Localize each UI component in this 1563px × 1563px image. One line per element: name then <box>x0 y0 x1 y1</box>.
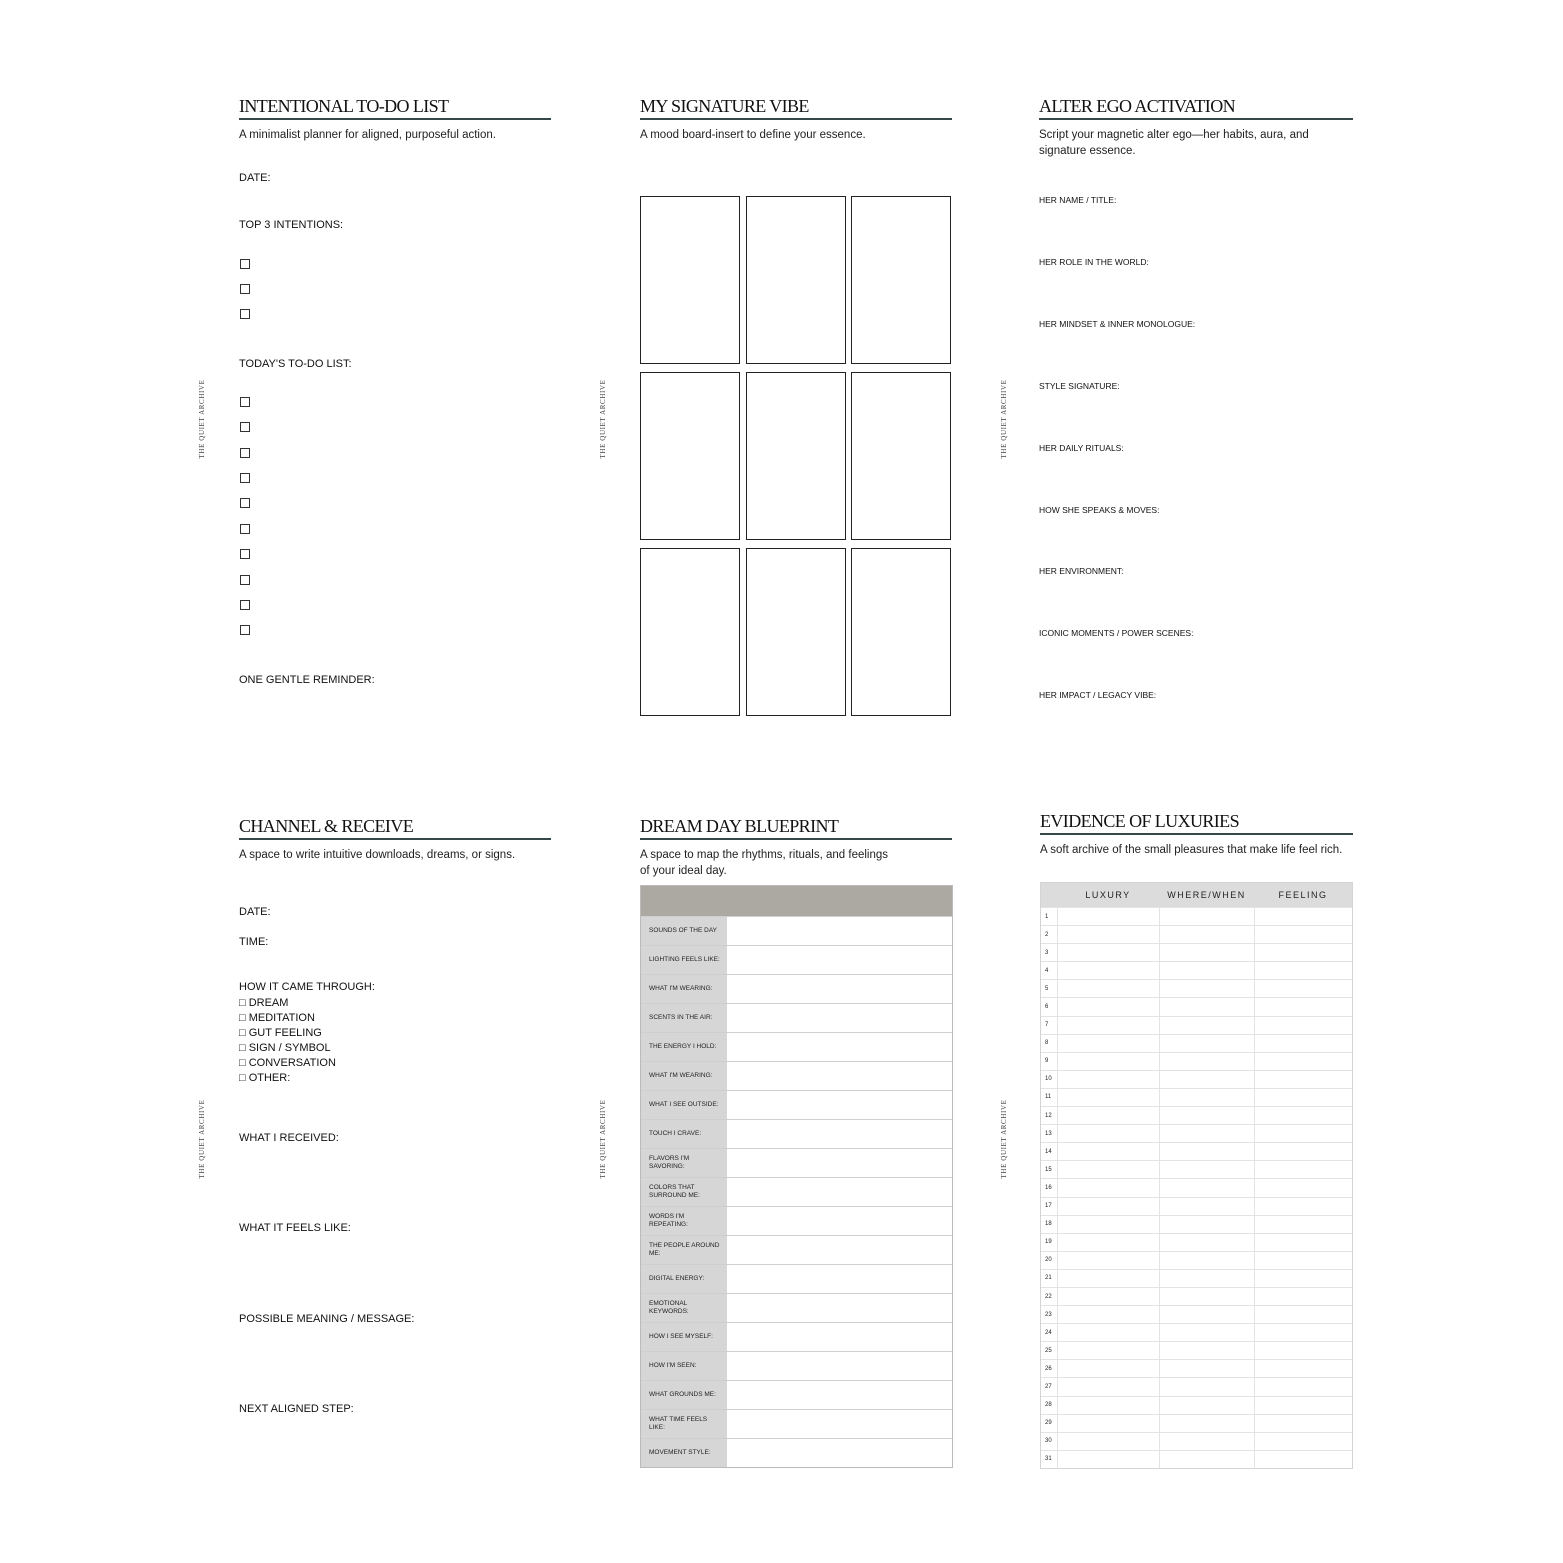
dream-row <box>641 1177 952 1206</box>
luxury-row <box>1041 1160 1352 1178</box>
source-option[interactable]: □ GUT FEELING <box>239 1027 322 1039</box>
row-number: 13 <box>1045 1130 1052 1137</box>
luxury-row <box>1041 1142 1352 1160</box>
luxury-cell[interactable] <box>1057 1143 1159 1160</box>
dream-row <box>641 916 952 945</box>
alter-ego-page <box>990 90 1390 810</box>
luxury-cell[interactable] <box>1057 1324 1159 1341</box>
feeling-cell[interactable] <box>1254 1198 1352 1215</box>
where-when-cell[interactable] <box>1159 1324 1254 1341</box>
feeling-cell[interactable] <box>1254 1360 1352 1377</box>
luxury-cell[interactable] <box>1057 926 1159 943</box>
intention-checkbox[interactable] <box>240 259 250 269</box>
dream-row-field[interactable] <box>727 1207 952 1235</box>
luxury-cell[interactable] <box>1057 944 1159 961</box>
dream-row-label: COLORS THAT SURROUND ME: <box>641 1178 727 1206</box>
time-label: TIME: <box>239 936 269 948</box>
title-rule <box>239 838 551 840</box>
row-number: 14 <box>1045 1148 1052 1155</box>
source-option[interactable]: □ CONVERSATION <box>239 1057 336 1069</box>
row-number: 10 <box>1045 1076 1052 1083</box>
alter-field-label: HER MINDSET & INNER MONOLOGUE: <box>1039 319 1196 329</box>
todo-page <box>190 90 590 810</box>
where-when-cell[interactable] <box>1159 926 1254 943</box>
luxury-row <box>1041 1215 1352 1233</box>
title-rule <box>1040 833 1353 835</box>
luxury-cell[interactable] <box>1057 1288 1159 1305</box>
row-number: 11 <box>1045 1094 1052 1101</box>
dream-row <box>641 1235 952 1264</box>
feeling-cell[interactable] <box>1254 962 1352 979</box>
dream-row <box>641 1061 952 1090</box>
vibe-page <box>591 90 991 810</box>
page-subtitle: A space to map the rhythms, rituals, and feelings of your ideal day. <box>640 849 889 877</box>
dream-row-field[interactable] <box>727 1120 952 1148</box>
dream-row <box>641 1322 952 1351</box>
feeling-cell[interactable] <box>1254 1035 1352 1052</box>
dream-row-label: HOW I SEE MYSELF: <box>641 1323 727 1351</box>
dream-row-field[interactable] <box>727 1004 952 1032</box>
dream-row-label: WORDS I'M REPEATING: <box>641 1207 727 1235</box>
brand-vertical: THE QUIET ARCHIVE <box>1000 379 1008 459</box>
luxury-row <box>1041 1396 1352 1414</box>
channel-page <box>190 810 590 1530</box>
feeling-cell[interactable] <box>1254 1143 1352 1160</box>
luxury-row <box>1041 907 1352 925</box>
where-when-cell[interactable] <box>1159 1089 1254 1106</box>
date-label: DATE: <box>239 172 271 184</box>
luxury-table <box>1040 882 1353 1469</box>
row-number: 12 <box>1045 1112 1052 1119</box>
luxury-row <box>1041 1016 1352 1034</box>
row-number: 23 <box>1045 1311 1052 1318</box>
reminder-label: ONE GENTLE REMINDER: <box>239 674 375 686</box>
luxury-cell[interactable] <box>1057 998 1159 1015</box>
luxury-row <box>1041 1269 1352 1287</box>
row-number: 1 <box>1045 913 1049 920</box>
dream-row <box>641 1351 952 1380</box>
todo-checkbox[interactable] <box>240 549 250 559</box>
where-when-cell[interactable] <box>1159 908 1254 925</box>
feeling-cell[interactable] <box>1254 1089 1352 1106</box>
dream-row-label: WHAT GROUNDS ME: <box>641 1381 727 1409</box>
dream-row-label: SCENTS IN THE AIR: <box>641 1004 727 1032</box>
page-subtitle: A mood board-insert to define your essence. <box>640 129 866 141</box>
where-when-cell[interactable] <box>1159 1360 1254 1377</box>
row-number: 21 <box>1045 1275 1052 1282</box>
feeling-cell[interactable] <box>1254 1125 1352 1142</box>
dream-row <box>641 974 952 1003</box>
dream-day-page <box>591 810 991 1530</box>
luxury-cell[interactable] <box>1057 1053 1159 1070</box>
how-label: HOW IT CAME THROUGH: <box>239 981 375 993</box>
luxury-cell[interactable] <box>1057 1397 1159 1414</box>
luxury-row <box>1041 1287 1352 1305</box>
row-number: 19 <box>1045 1239 1052 1246</box>
dream-row <box>641 1003 952 1032</box>
feeling-cell[interactable] <box>1254 1433 1352 1450</box>
feeling-cell[interactable] <box>1254 1288 1352 1305</box>
dream-row <box>641 1409 952 1438</box>
row-number: 25 <box>1045 1347 1052 1354</box>
dream-row-label: LIGHTING FEELS LIKE: <box>641 946 727 974</box>
feeling-cell[interactable] <box>1254 1107 1352 1124</box>
next-step-label: NEXT ALIGNED STEP: <box>239 1403 354 1415</box>
page-title: DREAM DAY BLUEPRINT <box>640 816 839 836</box>
alter-field-label: HER IMPACT / LEGACY VIBE: <box>1039 690 1157 700</box>
luxury-cell[interactable] <box>1057 1089 1159 1106</box>
where-when-cell[interactable] <box>1159 962 1254 979</box>
dream-row <box>641 1148 952 1177</box>
feeling-cell[interactable] <box>1254 1415 1352 1432</box>
luxury-cell[interactable] <box>1057 1017 1159 1034</box>
title-rule <box>239 118 551 120</box>
dream-row-label: THE PEOPLE AROUND ME: <box>641 1236 727 1264</box>
where-when-cell[interactable] <box>1159 998 1254 1015</box>
mood-board-frame[interactable] <box>851 548 951 716</box>
mood-board-frame[interactable] <box>746 196 846 364</box>
dream-row-field[interactable] <box>727 1410 952 1438</box>
source-option[interactable]: □ OTHER: <box>239 1072 291 1084</box>
row-number: 6 <box>1045 1004 1049 1011</box>
luxury-cell[interactable] <box>1057 1415 1159 1432</box>
feeling-cell[interactable] <box>1254 1216 1352 1233</box>
todo-checkbox[interactable] <box>240 524 250 534</box>
where-when-cell[interactable] <box>1159 1342 1254 1359</box>
row-number: 2 <box>1045 931 1049 938</box>
feeling-cell[interactable] <box>1254 1270 1352 1287</box>
page-title: INTENTIONAL TO-DO LIST <box>239 96 449 116</box>
luxury-cell[interactable] <box>1057 1071 1159 1088</box>
luxury-cell[interactable] <box>1057 980 1159 997</box>
where-when-cell[interactable] <box>1159 1270 1254 1287</box>
luxury-row <box>1041 1450 1352 1468</box>
date-label: DATE: <box>239 906 271 918</box>
brand-vertical: THE QUIET ARCHIVE <box>198 1099 206 1179</box>
todo-checkbox[interactable] <box>240 600 250 610</box>
todo-checkbox[interactable] <box>240 422 250 432</box>
luxury-row <box>1041 1251 1352 1269</box>
luxury-cell[interactable] <box>1057 1107 1159 1124</box>
row-number: 30 <box>1045 1438 1052 1445</box>
feeling-cell[interactable] <box>1254 1397 1352 1414</box>
title-rule <box>640 838 952 840</box>
dream-row-field[interactable] <box>727 917 952 945</box>
luxury-row <box>1041 925 1352 943</box>
dream-row-field[interactable] <box>727 1294 952 1322</box>
where-when-cell[interactable] <box>1159 1053 1254 1070</box>
alter-field-label: HOW SHE SPEAKS & MOVES: <box>1039 505 1160 515</box>
luxury-row <box>1041 1305 1352 1323</box>
where-when-cell[interactable] <box>1159 1433 1254 1450</box>
luxury-cell[interactable] <box>1057 1451 1159 1468</box>
mood-board-frame[interactable] <box>746 372 846 540</box>
row-number: 16 <box>1045 1184 1052 1191</box>
dream-row-field[interactable] <box>727 1265 952 1293</box>
feeling-cell[interactable] <box>1254 926 1352 943</box>
dream-row-field[interactable] <box>727 1323 952 1351</box>
dream-row <box>641 1438 952 1467</box>
feeling-cell[interactable] <box>1254 1342 1352 1359</box>
dream-row-field[interactable] <box>727 1352 952 1380</box>
luxury-row <box>1041 1124 1352 1142</box>
alter-field-label: HER DAILY RITUALS: <box>1039 443 1124 453</box>
where-when-cell[interactable] <box>1159 1017 1254 1034</box>
row-number: 8 <box>1045 1040 1049 1047</box>
intention-checkbox[interactable] <box>240 284 250 294</box>
feeling-cell[interactable] <box>1254 1071 1352 1088</box>
dream-row-label: HOW I'M SEEN: <box>641 1352 727 1380</box>
where-when-cell[interactable] <box>1159 1107 1254 1124</box>
luxury-cell[interactable] <box>1057 1198 1159 1215</box>
dream-row-field[interactable] <box>727 1149 952 1177</box>
luxury-row <box>1041 1197 1352 1215</box>
luxury-cell[interactable] <box>1057 962 1159 979</box>
feeling-cell[interactable] <box>1254 1378 1352 1395</box>
feeling-cell[interactable] <box>1254 1252 1352 1269</box>
alter-field-label: ICONIC MOMENTS / POWER SCENES: <box>1039 628 1194 638</box>
luxury-row <box>1041 1052 1352 1070</box>
luxury-cell[interactable] <box>1057 1433 1159 1450</box>
luxury-cell[interactable] <box>1057 1252 1159 1269</box>
title-rule <box>640 118 952 120</box>
dream-row-field[interactable] <box>727 1236 952 1264</box>
luxury-cell[interactable] <box>1057 1179 1159 1196</box>
todays-label: TODAY'S TO-DO LIST: <box>239 358 352 370</box>
luxury-row <box>1041 1341 1352 1359</box>
dream-row-label: WHAT I'M WEARING: <box>641 975 727 1003</box>
dream-row-label: WHAT TIME FEELS LIKE: <box>641 1410 727 1438</box>
where-when-cell[interactable] <box>1159 1216 1254 1233</box>
dream-row <box>641 945 952 974</box>
dream-row-label: DIGITAL ENERGY: <box>641 1265 727 1293</box>
dream-row-label: WHAT I SEE OUTSIDE: <box>641 1091 727 1119</box>
source-option[interactable]: □ MEDITATION <box>239 1012 315 1024</box>
brand-vertical: THE QUIET ARCHIVE <box>198 379 206 459</box>
feeling-cell[interactable] <box>1254 1161 1352 1178</box>
feeling-cell[interactable] <box>1254 1451 1352 1468</box>
feeling-cell[interactable] <box>1254 980 1352 997</box>
feeling-cell[interactable] <box>1254 1234 1352 1251</box>
row-number: 5 <box>1045 985 1049 992</box>
feeling-cell[interactable] <box>1254 908 1352 925</box>
where-when-cell[interactable] <box>1159 1451 1254 1468</box>
feeling-cell[interactable] <box>1254 998 1352 1015</box>
where-when-cell[interactable] <box>1159 1161 1254 1178</box>
feeling-cell[interactable] <box>1254 1017 1352 1034</box>
dream-row-field[interactable] <box>727 1381 952 1409</box>
todo-checkbox[interactable] <box>240 625 250 635</box>
page-title: CHANNEL & RECEIVE <box>239 816 414 836</box>
row-number: 20 <box>1045 1257 1052 1264</box>
luxury-cell[interactable] <box>1057 1035 1159 1052</box>
dream-row-field[interactable] <box>727 1178 952 1206</box>
row-number: 28 <box>1045 1402 1052 1409</box>
dream-row-label: MOVEMENT STYLE: <box>641 1439 727 1467</box>
todo-checkbox[interactable] <box>240 498 250 508</box>
mood-board-frame[interactable] <box>851 196 951 364</box>
page-subtitle: A minimalist planner for aligned, purposeful action. <box>239 129 496 141</box>
mood-board-frame[interactable] <box>640 548 740 716</box>
luxury-cell[interactable] <box>1057 1342 1159 1359</box>
luxury-row <box>1041 1377 1352 1395</box>
where-when-cell[interactable] <box>1159 1179 1254 1196</box>
page-subtitle: Script your magnetic alter ego—her habits, aura, and signature essence. <box>1039 129 1309 157</box>
dream-table <box>640 885 953 1468</box>
source-option[interactable]: □ SIGN / SYMBOL <box>239 1042 331 1054</box>
dream-row <box>641 1119 952 1148</box>
row-number: 18 <box>1045 1221 1052 1228</box>
page-title: EVIDENCE OF LUXURIES <box>1040 811 1239 831</box>
dream-row <box>641 1380 952 1409</box>
luxury-page <box>990 805 1390 1525</box>
luxury-row <box>1041 1323 1352 1341</box>
dream-row-field[interactable] <box>727 946 952 974</box>
luxury-cell[interactable] <box>1057 908 1159 925</box>
where-when-cell[interactable] <box>1159 1071 1254 1088</box>
dream-row <box>641 1293 952 1322</box>
luxury-row <box>1041 943 1352 961</box>
luxury-row <box>1041 997 1352 1015</box>
row-number: 17 <box>1045 1203 1052 1210</box>
row-number: 9 <box>1045 1058 1049 1065</box>
where-when-cell[interactable] <box>1159 1306 1254 1323</box>
alter-field-label: HER NAME / TITLE: <box>1039 195 1117 205</box>
where-when-cell[interactable] <box>1159 944 1254 961</box>
where-when-cell[interactable] <box>1159 1035 1254 1052</box>
intention-checkbox[interactable] <box>240 309 250 319</box>
luxury-row <box>1041 1070 1352 1088</box>
mood-board-frame[interactable] <box>640 196 740 364</box>
alter-field-label: STYLE SIGNATURE: <box>1039 381 1120 391</box>
dream-row-field[interactable] <box>727 1062 952 1090</box>
dream-row-label: EMOTIONAL KEYWORDS: <box>641 1294 727 1322</box>
mood-board-frame[interactable] <box>640 372 740 540</box>
row-number: 22 <box>1045 1293 1052 1300</box>
feeling-cell[interactable] <box>1254 1324 1352 1341</box>
top3-label: TOP 3 INTENTIONS: <box>239 219 344 231</box>
alter-field-label: HER ROLE IN THE WORLD: <box>1039 257 1149 267</box>
dream-row <box>641 1264 952 1293</box>
column-header: LUXURY <box>1085 890 1131 900</box>
where-when-cell[interactable] <box>1159 1198 1254 1215</box>
mood-board-frame[interactable] <box>746 548 846 716</box>
row-number: 15 <box>1045 1166 1052 1173</box>
luxury-row <box>1041 979 1352 997</box>
luxury-row <box>1041 1233 1352 1251</box>
brand-vertical: THE QUIET ARCHIVE <box>599 379 607 459</box>
meaning-label: POSSIBLE MEANING / MESSAGE: <box>239 1313 415 1325</box>
row-number: 7 <box>1045 1022 1049 1029</box>
todo-checkbox[interactable] <box>240 448 250 458</box>
luxury-cell[interactable] <box>1057 1378 1159 1395</box>
luxury-table-header <box>1041 883 1352 907</box>
feeling-cell[interactable] <box>1254 944 1352 961</box>
feeling-cell[interactable] <box>1254 1179 1352 1196</box>
luxury-cell[interactable] <box>1057 1161 1159 1178</box>
luxury-row <box>1041 1178 1352 1196</box>
todo-checkbox[interactable] <box>240 397 250 407</box>
page-subtitle: A soft archive of the small pleasures that make life feel rich. <box>1040 844 1343 856</box>
luxury-row <box>1041 961 1352 979</box>
dream-row <box>641 1206 952 1235</box>
mood-board-frame[interactable] <box>851 372 951 540</box>
column-header: FEELING <box>1278 890 1328 900</box>
row-number: 3 <box>1045 949 1049 956</box>
title-rule <box>1039 118 1353 120</box>
where-when-cell[interactable] <box>1159 1125 1254 1142</box>
column-header: WHERE/WHEN <box>1167 890 1246 900</box>
where-when-cell[interactable] <box>1159 1415 1254 1432</box>
where-when-cell[interactable] <box>1159 1378 1254 1395</box>
row-number: 31 <box>1045 1456 1052 1463</box>
feels-label: WHAT IT FEELS LIKE: <box>239 1222 351 1234</box>
where-when-cell[interactable] <box>1159 1252 1254 1269</box>
where-when-cell[interactable] <box>1159 980 1254 997</box>
row-number: 24 <box>1045 1329 1052 1336</box>
dream-row <box>641 1090 952 1119</box>
row-number: 26 <box>1045 1365 1052 1372</box>
luxury-row <box>1041 1034 1352 1052</box>
dream-row-field[interactable] <box>727 975 952 1003</box>
where-when-cell[interactable] <box>1159 1288 1254 1305</box>
dream-row-label: SOUNDS OF THE DAY <box>641 917 727 945</box>
luxury-row <box>1041 1088 1352 1106</box>
page-subtitle: A space to write intuitive downloads, dreams, or signs. <box>239 849 516 861</box>
luxury-cell[interactable] <box>1057 1360 1159 1377</box>
luxury-cell[interactable] <box>1057 1125 1159 1142</box>
luxury-row <box>1041 1432 1352 1450</box>
where-when-cell[interactable] <box>1159 1234 1254 1251</box>
brand-vertical: THE QUIET ARCHIVE <box>1000 1099 1008 1179</box>
luxury-row <box>1041 1106 1352 1124</box>
feeling-cell[interactable] <box>1254 1306 1352 1323</box>
dream-row <box>641 1032 952 1061</box>
todo-checkbox[interactable] <box>240 473 250 483</box>
dream-row-field[interactable] <box>727 1091 952 1119</box>
dream-row-field[interactable] <box>727 1033 952 1061</box>
row-number: 29 <box>1045 1420 1052 1427</box>
brand-vertical: THE QUIET ARCHIVE <box>599 1099 607 1179</box>
where-when-cell[interactable] <box>1159 1397 1254 1414</box>
dream-row-label: TOUCH I CRAVE: <box>641 1120 727 1148</box>
dream-table-header <box>641 886 952 916</box>
dream-row-field[interactable] <box>727 1439 952 1467</box>
todo-checkbox[interactable] <box>240 575 250 585</box>
page-title: MY SIGNATURE VIBE <box>640 96 809 116</box>
page-title: ALTER EGO ACTIVATION <box>1039 96 1236 116</box>
luxury-row <box>1041 1359 1352 1377</box>
source-options <box>239 996 336 1086</box>
luxury-cell[interactable] <box>1057 1270 1159 1287</box>
source-option[interactable]: □ DREAM <box>239 997 289 1009</box>
dream-row-label: THE ENERGY I HOLD: <box>641 1033 727 1061</box>
alter-field-label: HER ENVIRONMENT: <box>1039 566 1124 576</box>
row-number: 27 <box>1045 1383 1052 1390</box>
dream-row-label: WHAT I'M WEARING: <box>641 1062 727 1090</box>
dream-row-label: FLAVORS I'M SAVORING: <box>641 1149 727 1177</box>
luxury-cell[interactable] <box>1057 1306 1159 1323</box>
where-when-cell[interactable] <box>1159 1143 1254 1160</box>
row-number: 4 <box>1045 967 1049 974</box>
received-label: WHAT I RECEIVED: <box>239 1132 339 1144</box>
luxury-cell[interactable] <box>1057 1234 1159 1251</box>
luxury-row <box>1041 1414 1352 1432</box>
luxury-cell[interactable] <box>1057 1216 1159 1233</box>
feeling-cell[interactable] <box>1254 1053 1352 1070</box>
